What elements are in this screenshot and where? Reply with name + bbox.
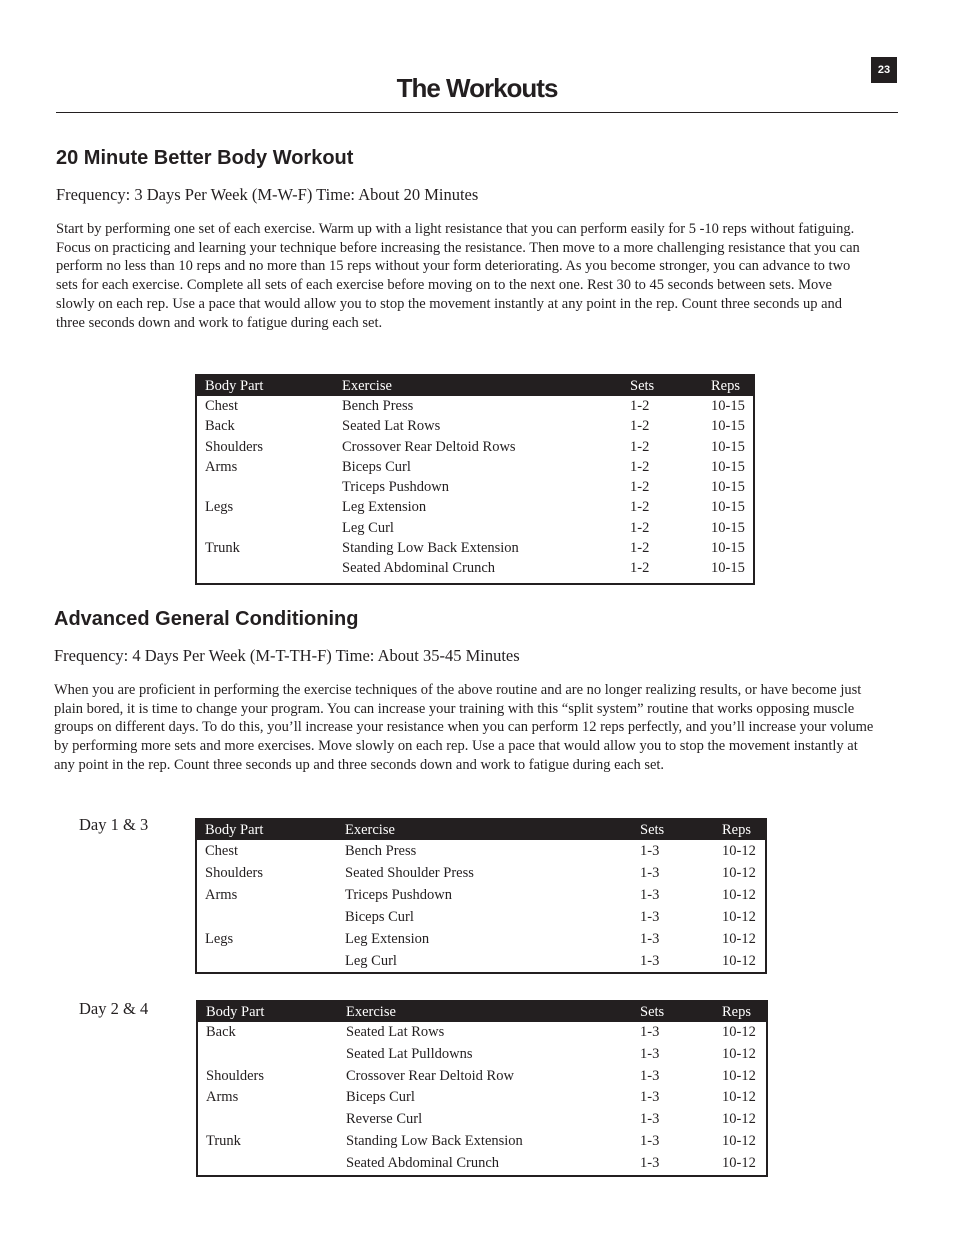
cell-exercise: Seated Abdominal Crunch [346, 1154, 500, 1171]
cell-body-part: Trunk [206, 1132, 241, 1149]
table-row [196, 538, 754, 558]
cell-exercise: Standing Low Back Extension [346, 1132, 523, 1149]
cell-sets: 1-2 [630, 519, 650, 536]
frequency-better-body: Frequency: 3 Days Per Week (M-W-F) Time: About 20 Minutes [56, 185, 479, 204]
cell-body-part [196, 518, 334, 538]
header-reps: Reps [703, 375, 754, 396]
cell-reps: 10-12 [722, 1111, 756, 1128]
cell-reps: 10-12 [722, 1154, 756, 1171]
intro-paragraph-better-body: Start by performing one set of each exercise. Warm up with a light resistance that you can perform easily for 5 -10 reps without fatiguing. Focus on practicing and learning your technique before increasing the resistance. Then move to a more challenging resistance that you can perform no less than 10 reps and no more than 15 reps without your form deteriorating. As you become stronger, you can advance to two sets for each exercise. Complete all sets of each exercise before moving on to the next one. Rest 30 to 45 seconds between sets. Move slowly on each rep. Use a pace that would allow you to stop the movement instantly at any point in the rep. Count three seconds up and three seconds down and work to fatigue during each set. [56, 221, 860, 331]
day-1-3-workout-table [195, 818, 767, 974]
cell-exercise: Crossover Rear Deltoid Row [346, 1067, 514, 1084]
cell-sets: 1-2 [630, 499, 650, 516]
cell-body-part: Back [205, 418, 235, 435]
cell-sets: 1-2 [630, 398, 650, 414]
cell-sets: 1-3 [640, 1111, 660, 1128]
table-row [196, 437, 754, 457]
cell-exercise: Triceps Pushdown [342, 479, 450, 496]
cell-body-part: Arms [205, 887, 238, 903]
table-row [196, 558, 754, 578]
cell-reps: 10-12 [722, 1024, 756, 1040]
cell-sets: 1-3 [640, 1045, 660, 1062]
cell-body-part: Legs [205, 499, 234, 516]
cell-sets: 1-3 [640, 1067, 660, 1084]
cell-sets: 1-3 [640, 1089, 660, 1106]
cell-exercise: Seated Lat Rows [342, 418, 441, 435]
cell-exercise: Seated Shoulder Press [345, 865, 474, 881]
cell-sets: 1-2 [630, 418, 650, 435]
cell-body-part [196, 558, 334, 578]
header-exercise: Exercise [337, 819, 632, 840]
cell-body-part [196, 906, 337, 928]
header-sets: Sets [622, 375, 703, 396]
cell-reps: 10-15 [711, 499, 745, 516]
cell-exercise: Biceps Curl [346, 1089, 415, 1106]
day-2-4-workout-table [196, 1000, 768, 1177]
header-sets: Sets [632, 1001, 714, 1022]
cell-exercise: Seated Lat Rows [346, 1024, 445, 1040]
cell-sets: 1-3 [640, 1024, 660, 1040]
cell-exercise: Crossover Rear Deltoid Rows [342, 438, 516, 455]
cell-exercise: Bench Press [345, 843, 417, 859]
cell-sets: 1-3 [640, 1132, 660, 1149]
cell-reps: 10-15 [711, 540, 745, 557]
table-row [197, 1087, 767, 1109]
header-body-part: Body Part [197, 1001, 338, 1022]
table-header-row [197, 1001, 767, 1022]
cell-exercise: Leg Curl [345, 953, 397, 969]
day-label-2-4: Day 2 & 4 [79, 999, 149, 1018]
cell-body-part [196, 950, 337, 973]
cell-body-part: Arms [205, 458, 238, 475]
cell-body-part: Shoulders [205, 865, 263, 881]
cell-exercise: Triceps Pushdown [345, 887, 453, 903]
cell-exercise: Seated Abdominal Crunch [342, 560, 496, 577]
table-row [196, 906, 766, 928]
cell-body-part: Legs [205, 931, 234, 947]
cell-body-part [197, 1153, 338, 1176]
cell-exercise: Reverse Curl [346, 1111, 423, 1128]
cell-sets: 1-3 [640, 909, 660, 925]
cell-reps: 10-12 [722, 1045, 756, 1062]
table-header-row [196, 375, 754, 396]
cell-sets: 1-3 [640, 865, 660, 881]
cell-sets: 1-2 [630, 479, 650, 496]
table-row [196, 477, 754, 497]
cell-reps: 10-15 [711, 438, 745, 455]
header-body-part: Body Part [196, 819, 337, 840]
table-row [196, 928, 766, 950]
header-exercise: Exercise [334, 375, 622, 396]
table-row [196, 457, 754, 477]
intro-paragraph-advanced: When you are proficient in performing the exercise techniques of the above routine and are no longer realizing results, or have become just plain bored, it is time to change your program. You can increase your training with this “split system” routine that works opposing muscle groups on different days. To do this, you’ll increase your resistance when you can perform 12 reps perfectly, and you’ll increase your volume by performing more sets and more exercises. Move slowly on each rep. Use a pace that would allow you to stop the movement instantly at any point in the rep. Count three seconds up and three seconds down and work to fatigue during each set. [54, 682, 874, 773]
cell-sets: 1-3 [640, 1154, 660, 1171]
cell-body-part [197, 1044, 338, 1066]
table-header-row [196, 819, 766, 840]
cell-exercise: Biceps Curl [345, 909, 414, 925]
cell-exercise: Standing Low Back Extension [342, 540, 519, 557]
better-body-workout-table [195, 374, 755, 585]
table-row [196, 840, 766, 862]
header-sets: Sets [632, 819, 714, 840]
cell-reps: 10-15 [711, 519, 745, 536]
cell-exercise: Bench Press [342, 398, 414, 414]
cell-body-part [196, 477, 334, 497]
cell-sets: 1-3 [640, 843, 660, 859]
page-title: The Workouts [396, 73, 558, 103]
cell-exercise: Biceps Curl [342, 458, 411, 475]
table-row [196, 497, 754, 517]
table-row [196, 518, 754, 538]
cell-body-part: Arms [206, 1089, 239, 1106]
cell-reps: 10-15 [711, 398, 745, 414]
page-number: 23 [871, 57, 897, 83]
cell-exercise: Leg Extension [342, 499, 427, 516]
table-row [197, 1109, 767, 1131]
header-reps: Reps [714, 819, 766, 840]
frequency-advanced: Frequency: 4 Days Per Week (M-T-TH-F) Time: About 35-45 Minutes [54, 646, 520, 665]
cell-body-part [197, 1109, 338, 1131]
header-exercise: Exercise [338, 1001, 632, 1022]
cell-reps: 10-15 [711, 418, 745, 435]
cell-exercise: Leg Curl [342, 519, 394, 536]
cell-sets: 1-3 [640, 931, 660, 947]
table-bottom-spacer [196, 579, 754, 584]
cell-sets: 1-3 [640, 953, 660, 969]
cell-reps: 10-12 [722, 1067, 756, 1084]
header-reps: Reps [714, 1001, 767, 1022]
cell-reps: 10-15 [711, 560, 745, 577]
cell-reps: 10-15 [711, 458, 745, 475]
cell-body-part: Chest [205, 843, 239, 859]
table-row [196, 416, 754, 436]
header-body-part: Body Part [196, 375, 334, 396]
section-heading-advanced: Advanced General Conditioning [54, 608, 359, 630]
cell-body-part: Shoulders [205, 438, 263, 455]
cell-reps: 10-12 [722, 865, 756, 881]
cell-sets: 1-2 [630, 560, 650, 577]
table-row [197, 1153, 767, 1176]
cell-sets: 1-2 [630, 540, 650, 557]
table-row [197, 1022, 767, 1044]
cell-reps: 10-15 [711, 479, 745, 496]
table-row [197, 1131, 767, 1153]
cell-reps: 10-12 [722, 909, 756, 925]
cell-body-part: Shoulders [206, 1067, 264, 1084]
table-row [196, 396, 754, 416]
cell-body-part: Trunk [205, 540, 240, 557]
table-row [196, 950, 766, 973]
cell-reps: 10-12 [722, 931, 756, 947]
cell-sets: 1-3 [640, 887, 660, 903]
table-row [196, 884, 766, 906]
cell-sets: 1-2 [630, 458, 650, 475]
cell-reps: 10-12 [722, 1132, 756, 1149]
cell-reps: 10-12 [722, 1089, 756, 1106]
section-heading-better-body: 20 Minute Better Body Workout [56, 147, 354, 169]
cell-body-part: Back [206, 1024, 236, 1040]
table-row [197, 1044, 767, 1066]
cell-exercise: Seated Lat Pulldowns [346, 1045, 473, 1062]
cell-reps: 10-12 [722, 887, 756, 903]
cell-reps: 10-12 [722, 843, 756, 859]
cell-exercise: Leg Extension [345, 931, 430, 947]
table-row [197, 1066, 767, 1088]
cell-reps: 10-12 [722, 953, 756, 969]
table-row [196, 862, 766, 884]
day-label-1-3: Day 1 & 3 [79, 815, 149, 834]
title-divider [56, 112, 898, 113]
cell-sets: 1-2 [630, 438, 650, 455]
cell-body-part: Chest [205, 398, 239, 414]
